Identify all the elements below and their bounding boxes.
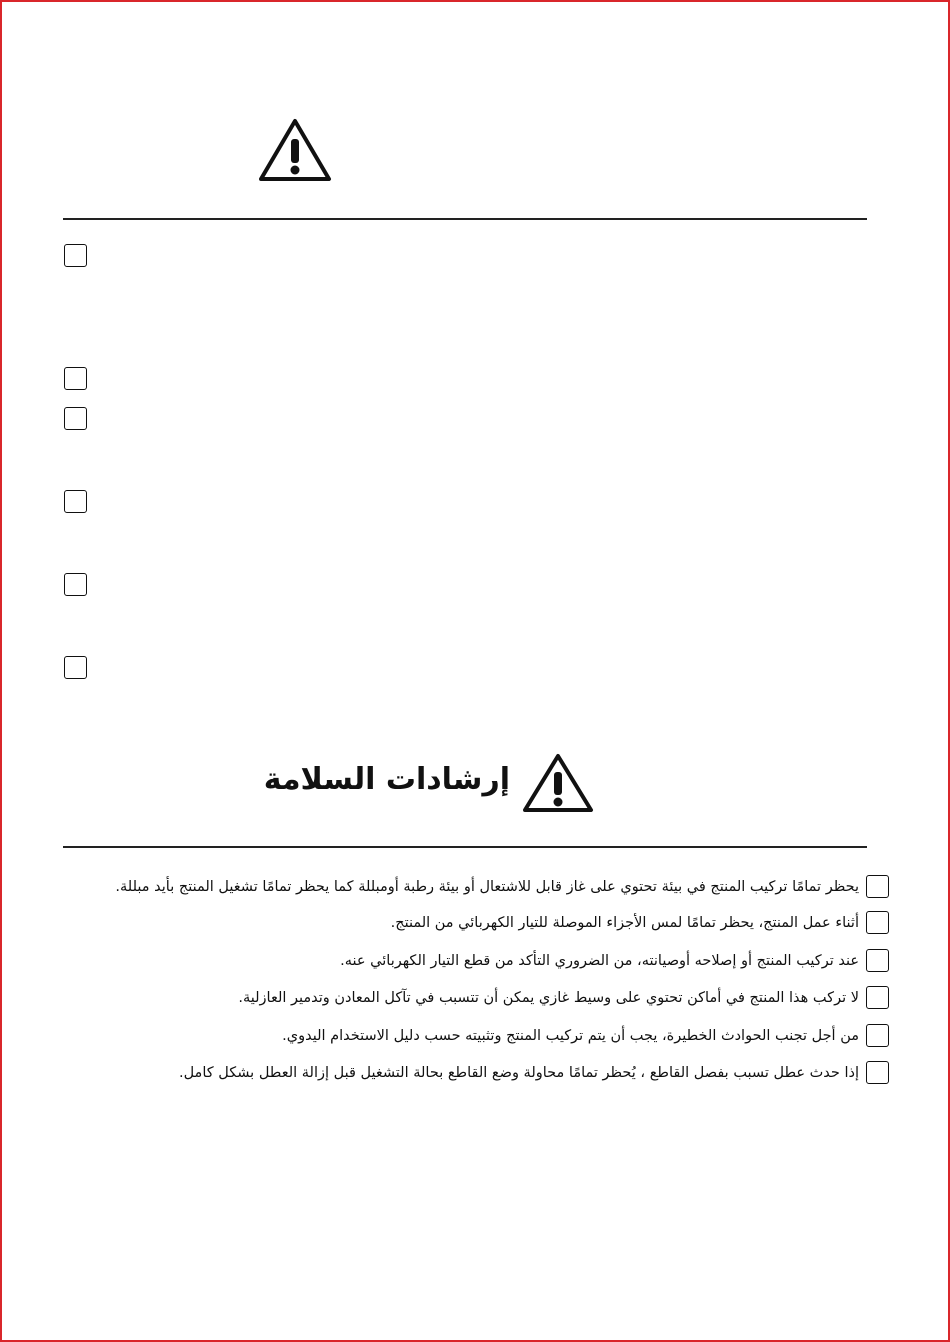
instruction-text: من أجل تجنب الحوادث الخطيرة، يجب أن يتم تركيب المنتج وتثبيته حسب دليل الاستخدام اليدوي. xyxy=(282,1028,859,1044)
checkbox-icon xyxy=(866,1061,889,1084)
checkbox-icon xyxy=(64,490,87,513)
warning-triangle-icon xyxy=(522,752,594,814)
checkbox-icon xyxy=(866,875,889,898)
checkbox-icon xyxy=(866,911,889,934)
checkbox-icon xyxy=(64,573,87,596)
checkbox-icon xyxy=(64,656,87,679)
section-title: إرشادات السلامة xyxy=(263,762,510,797)
checkbox-icon xyxy=(64,244,87,267)
section-divider-top xyxy=(63,218,867,220)
section-divider-bottom xyxy=(63,846,867,848)
warning-triangle-icon xyxy=(258,117,332,183)
checkbox-icon xyxy=(64,367,87,390)
instruction-text: إذا حدث عطل تسبب بفصل القاطع ، يُحظر تمامًا محاولة وضع القاطع بحالة التشغيل قبل إزالة العطل بشكل كامل. xyxy=(178,1065,859,1081)
instruction-text: لا تركب هذا المنتج في أماكن تحتوي على وسيط غازي يمكن أن تتسبب في تآكل المعادن وتدمير العازلية. xyxy=(238,990,859,1006)
checkbox-icon xyxy=(64,407,87,430)
instruction-text: عند تركيب المنتج أو إصلاحه أوصيانته، من الضروري التأكد من قطع التيار الكهربائي عنه. xyxy=(340,953,859,969)
checkbox-icon xyxy=(866,1024,889,1047)
checkbox-icon xyxy=(866,949,889,972)
checkbox-icon xyxy=(866,986,889,1009)
instruction-text: أثناء عمل المنتج، يحظر تمامًا لمس الأجزاء الموصلة للتيار الكهربائي من المنتج. xyxy=(390,915,859,931)
instruction-text: يحظر تمامًا تركيب المنتج في بيئة تحتوي على غاز قابل للاشتعال أو بيئة رطبة أومبللة كما يحظر تمامًا تشغيل المنتج بأيد مبللة. xyxy=(115,879,859,895)
